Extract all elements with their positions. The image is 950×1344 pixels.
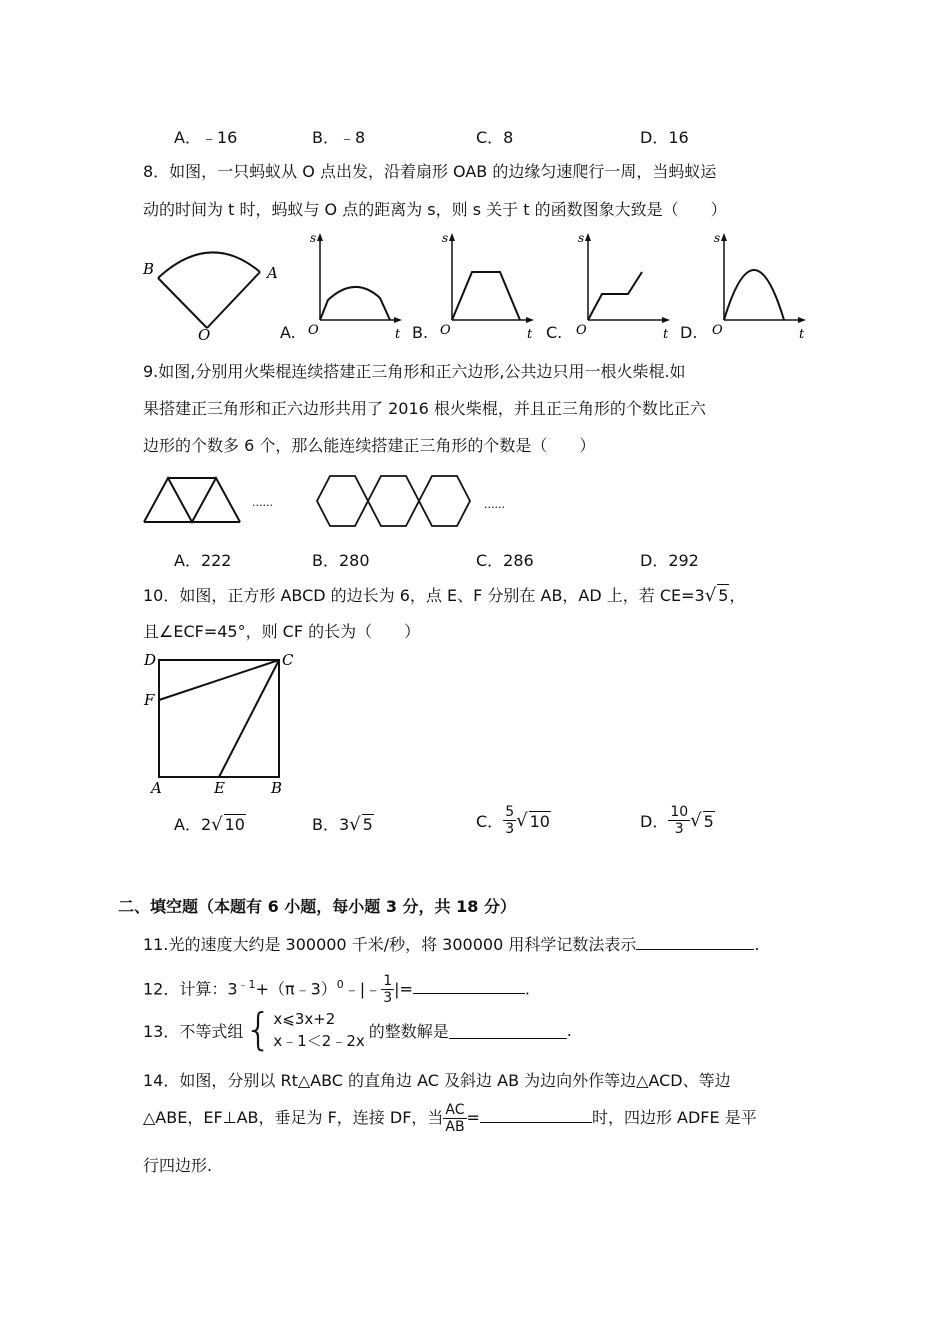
q7-option-c: C．8 bbox=[476, 128, 514, 147]
q11-line: 11.光的速度大约是 300000 千米/秒，将 300000 用科学记数法表示 . bbox=[143, 935, 760, 954]
q14-answer-blank[interactable] bbox=[480, 1106, 592, 1123]
sector-label-o: O bbox=[198, 326, 211, 344]
graph-option-c bbox=[568, 230, 678, 340]
svg-text:s: s bbox=[714, 231, 721, 245]
svg-text:s: s bbox=[310, 231, 317, 245]
svg-text:A: A bbox=[151, 779, 162, 797]
q7-option-b: B．﹣8 bbox=[312, 128, 366, 147]
brace-icon: { bbox=[244, 1004, 273, 1055]
q9-line-2: 果搭建正三角形和正六边形共用了 2016 根火柴棍，并且正三角形的个数比正六 bbox=[143, 399, 706, 418]
svg-text:D: D bbox=[144, 651, 157, 669]
q10-option-c: C． $\frac{5}{3}$ √ 10 bbox=[476, 804, 550, 837]
section-2-heading: 二、填空题（本题有 6 小题，每小题 3 分，共 18 分） bbox=[118, 897, 516, 916]
svg-text:t: t bbox=[663, 327, 669, 340]
svg-text:......: ...... bbox=[484, 498, 505, 511]
q9-line-3: 边形的个数多 6 个，那么能连续搭建正三角形的个数是（ ） bbox=[143, 436, 596, 455]
q14-line-1: 14．如图，分别以 Rt△ABC 的直角边 AC 及斜边 AB 为边向外作等边△ACD、等边 bbox=[143, 1071, 731, 1090]
svg-text:t: t bbox=[395, 327, 401, 340]
sector-label-a: A bbox=[267, 264, 278, 282]
q8-line-2: 动的时间为 t 时，蚂蚁与 O 点的距离为 s，则 s 关于 t 的函数图象大致是（ ） bbox=[143, 200, 727, 219]
q10-option-a: A．2√ 10 bbox=[174, 814, 245, 835]
q7-option-d: D．16 bbox=[640, 128, 689, 147]
svg-text:t: t bbox=[799, 327, 805, 340]
svg-text:......: ...... bbox=[252, 496, 273, 509]
q9-line-1: 9.如图,分别用火柴棍连续搭建正三角形和正六边形,公共边只用一根火柴棍.如 bbox=[143, 362, 686, 381]
svg-text:F: F bbox=[144, 691, 155, 709]
q11-answer-blank[interactable] bbox=[636, 933, 754, 950]
graph-option-b bbox=[432, 230, 542, 340]
svg-text:O: O bbox=[576, 323, 587, 338]
sector-label-b: B bbox=[143, 260, 155, 278]
square-abcd-figure bbox=[140, 648, 300, 798]
svg-text:t: t bbox=[527, 327, 533, 340]
svg-text:s: s bbox=[578, 231, 585, 245]
q10-line-1: 10．如图，正方形 ABCD 的边长为 6，点 E、F 分别在 AB，AD 上，若 CE=3√ 5， bbox=[143, 585, 746, 606]
q9-option-a: A．222 bbox=[174, 551, 232, 570]
q10-option-d: D． $\frac{10}{3}$ √ 5 bbox=[640, 804, 714, 837]
graph-option-d bbox=[704, 230, 814, 340]
svg-text:B: B bbox=[271, 779, 283, 797]
q9-option-d: D．292 bbox=[640, 551, 699, 570]
graph-option-a bbox=[300, 230, 410, 340]
sector-oab-figure bbox=[140, 240, 290, 345]
svg-text:O: O bbox=[440, 323, 451, 338]
q14-line-2: △ABE，EF⊥AB，垂足为 F，连接 DF，当 $\frac{AC}{AB}$ = 时，四边形 ADFE 是平 bbox=[143, 1102, 757, 1135]
q12-answer-blank[interactable] bbox=[413, 977, 525, 994]
svg-text:O: O bbox=[308, 323, 319, 338]
q13-line: 13．不等式组 { x⩽3x+2 x﹣1＜2﹣2x 的整数解是 . bbox=[143, 1004, 572, 1055]
graph-option-d-label: D. bbox=[680, 323, 698, 342]
q10-line-2: 且∠ECF=45°，则 CF 的长为（ ） bbox=[143, 622, 421, 641]
svg-text:s: s bbox=[442, 231, 449, 245]
q9-option-b: B．280 bbox=[312, 551, 370, 570]
q10-option-b: B．3√ 5 bbox=[312, 814, 373, 835]
svg-text:E: E bbox=[214, 779, 225, 797]
graph-option-c-label: C. bbox=[546, 323, 563, 342]
q9-option-c: C．286 bbox=[476, 551, 534, 570]
graph-option-b-label: B. bbox=[412, 323, 429, 342]
triangles-figure bbox=[140, 470, 290, 530]
hexagons-figure bbox=[312, 464, 512, 538]
q8-line-1: 8．如图，一只蚂蚁从 O 点出发，沿着扇形 OAB 的边缘匀速爬行一周，当蚂蚁运 bbox=[143, 162, 717, 181]
q13-answer-blank[interactable] bbox=[449, 1022, 567, 1039]
q14-line-3: 行四边形. bbox=[143, 1156, 213, 1175]
q12-line: 12．计算：$3^{﹣1}+(\pi﹣3)^0﹣|﹣$ $\frac{1}{3}$ |= . bbox=[143, 973, 530, 1007]
q7-option-a: A．﹣16 bbox=[174, 128, 238, 147]
svg-text:C: C bbox=[282, 651, 294, 669]
svg-text:O: O bbox=[712, 323, 723, 338]
graph-option-a-label: A. bbox=[280, 323, 296, 342]
